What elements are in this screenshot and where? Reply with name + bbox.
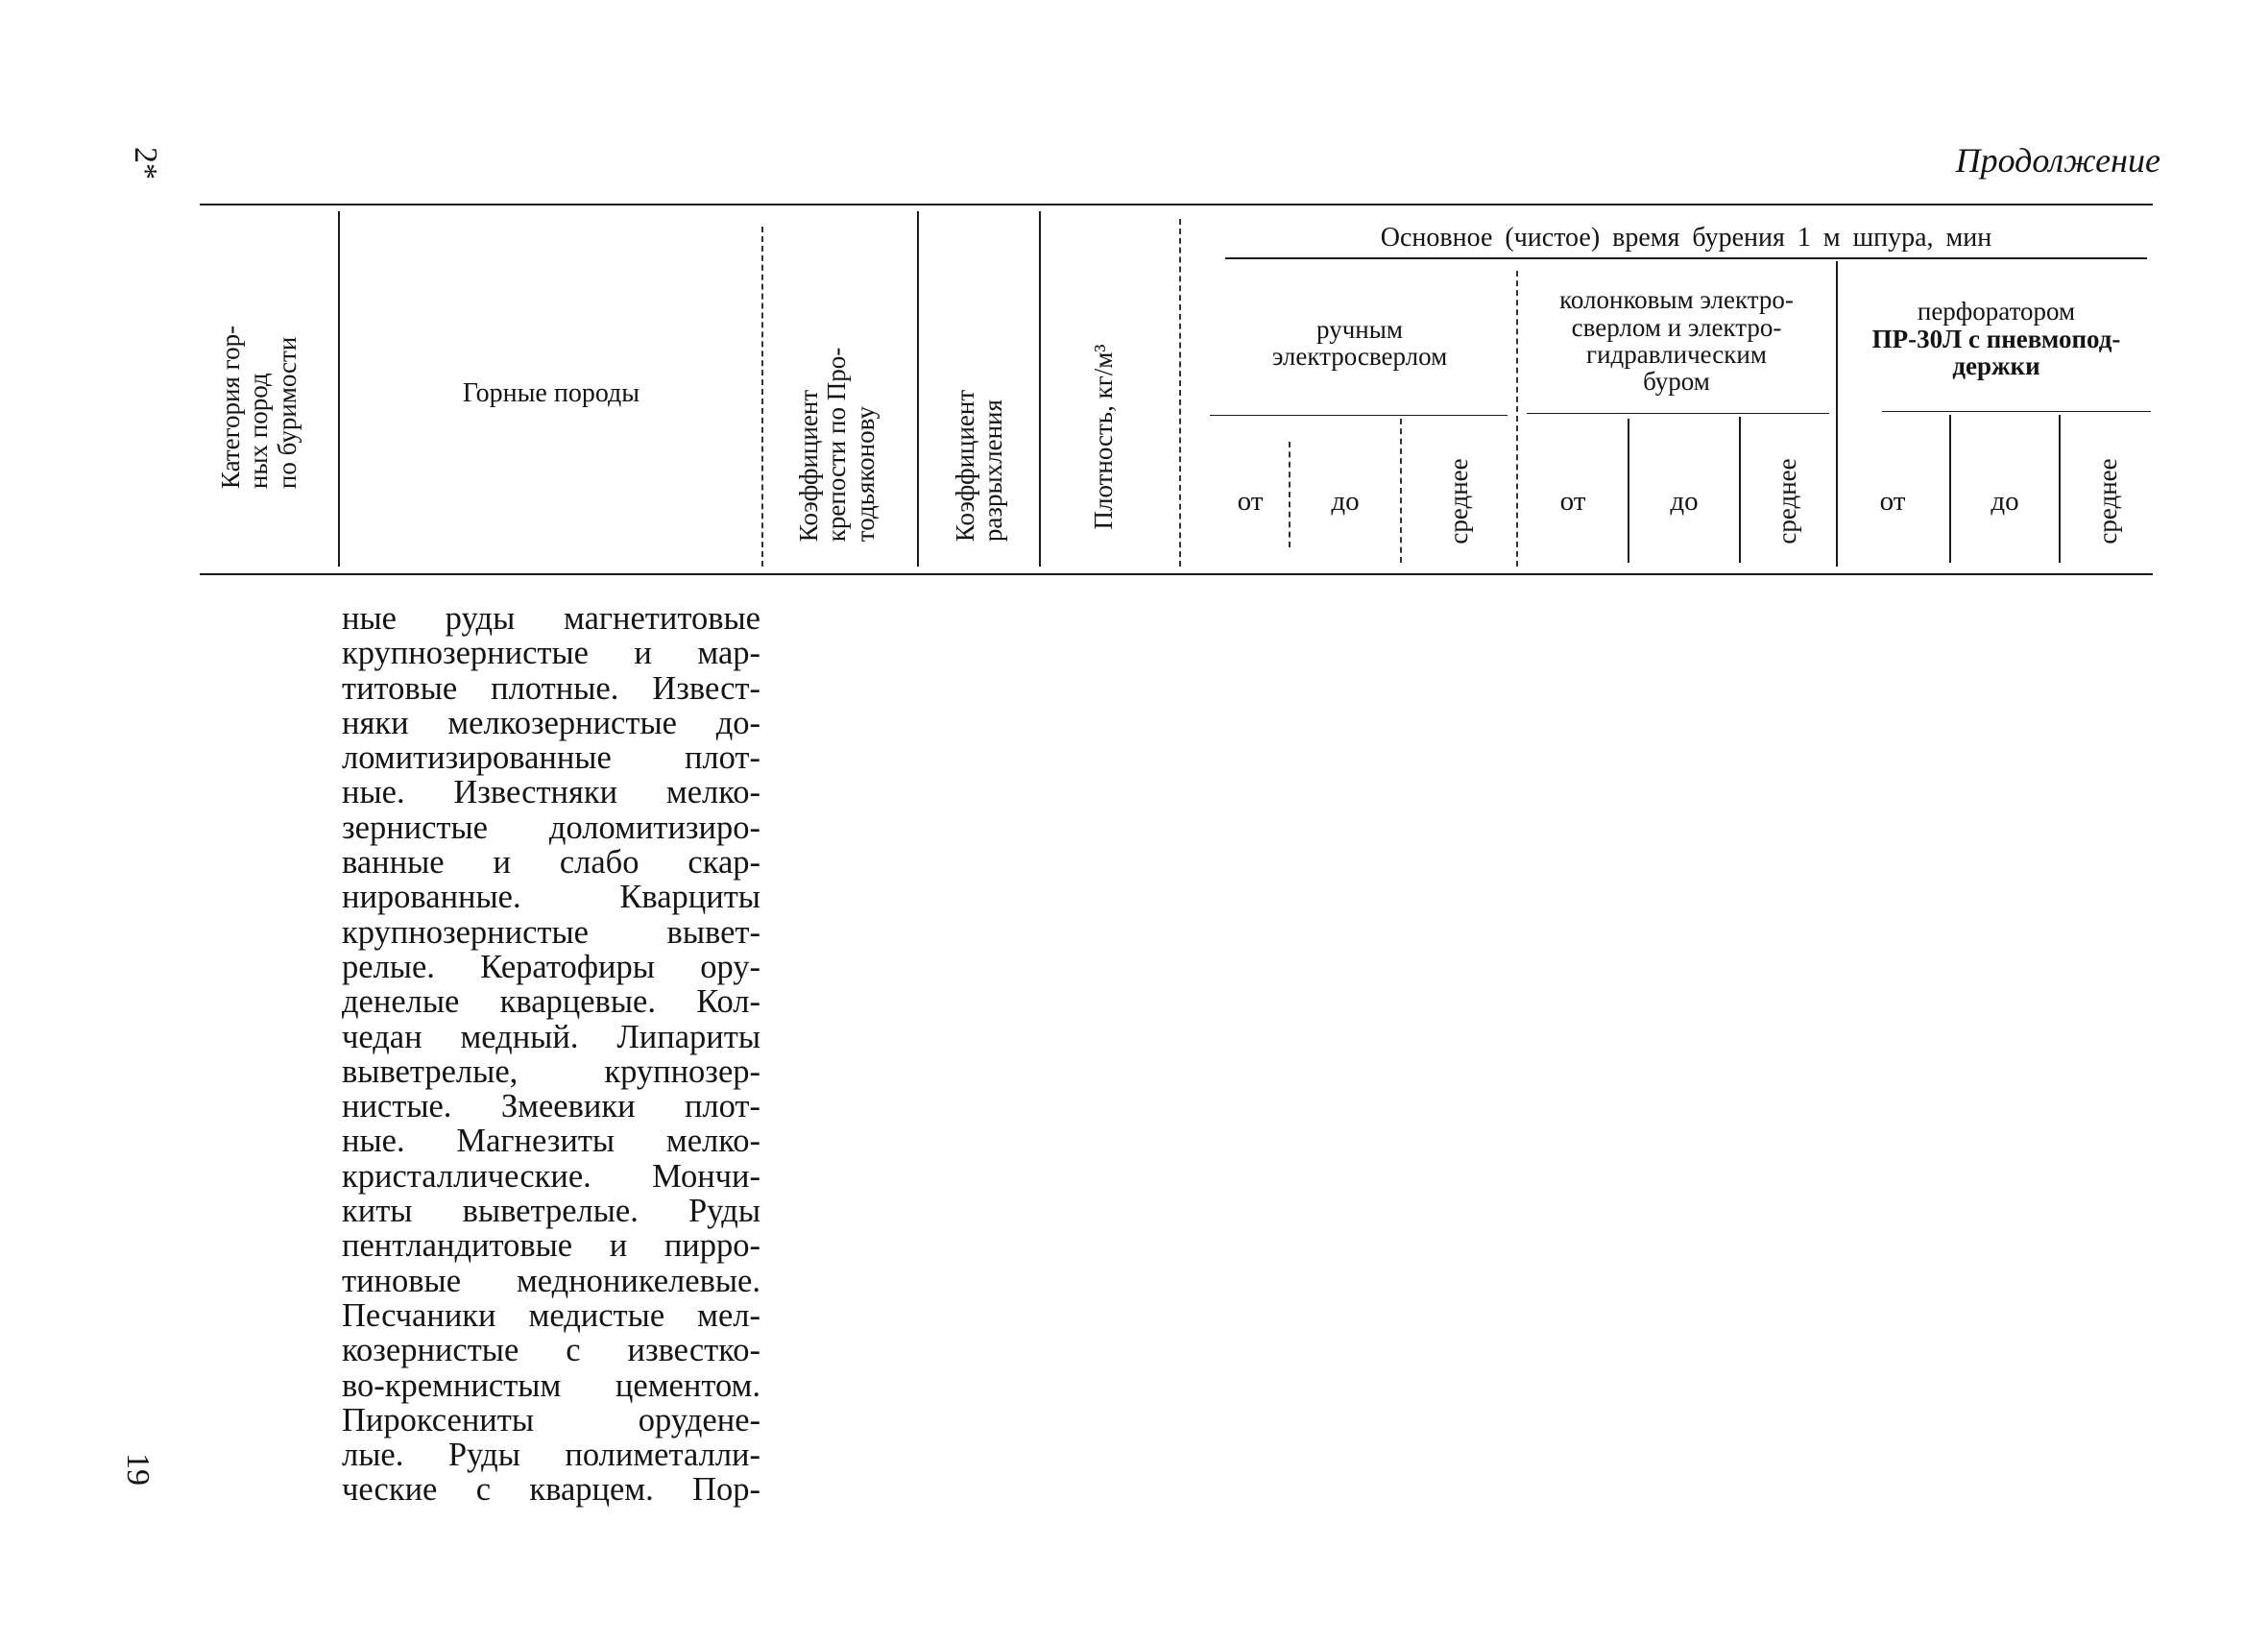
sub-divider-1b (1400, 419, 1402, 563)
continuation-label: Продолжение (1955, 141, 2160, 180)
group-perforator-line-2: ПР-30Л с пневмопод- (1871, 324, 2121, 353)
group-manual-line-1: ручным (1316, 314, 1403, 344)
group-perforator-line-3: держки (1952, 351, 2040, 381)
col-divider-4 (1039, 211, 1041, 567)
density-heading (1075, 293, 1133, 581)
group-column-line-2: сверлом и электро- (1571, 312, 1782, 342)
group-perforator-label (1838, 288, 2155, 390)
signature-mark: 2* (128, 147, 163, 180)
col-divider-3 (917, 211, 919, 567)
text-line: ческие с кварцем. Пор- (342, 1471, 760, 1509)
text-line: кристаллические. Мончи- (342, 1157, 760, 1195)
text-line: чедан медный. Липариты (342, 1018, 760, 1055)
group-column-line-3: гидравлическим (1586, 340, 1767, 369)
text-line: козернистые с известко- (342, 1332, 760, 1369)
text-line: няки мелкозернистые до- (342, 704, 760, 741)
text-line: выветрелые, крупнозер- (342, 1052, 760, 1090)
group-rule-3 (1882, 411, 2151, 412)
sub-divider-2b (1739, 417, 1741, 563)
table-bottom-rule (200, 573, 2153, 575)
group-perforator-line-1: перфоратором (1917, 297, 2076, 326)
category-line-2: ных пород (244, 373, 274, 490)
group-manual-label (1212, 300, 1508, 386)
text-line: релые. Кератофиры ору- (342, 948, 760, 985)
category-heading (211, 244, 307, 570)
group-manual-line-2: электросверлом (1271, 342, 1448, 371)
text-line: ные. Магнезиты мелко- (342, 1123, 760, 1160)
text-line: зернистые доломитизиро- (342, 809, 760, 846)
text-line: нистые. Змеевики плот- (342, 1088, 760, 1125)
text-line: ные. Известняки мелко- (342, 774, 760, 811)
loosening-line-2: разрыхления (978, 399, 1007, 543)
text-line: ные руды магнетитовые (342, 600, 760, 637)
category-line-3: по буримости (272, 336, 302, 490)
col-divider-2 (761, 227, 763, 567)
text-line: крупнозернистые и мар- (342, 635, 760, 672)
g3-to: до (1991, 485, 2019, 517)
g3-from: от (1879, 485, 1906, 517)
g2-average: среднее (1773, 458, 1802, 544)
g1-average: среднее (1444, 458, 1474, 544)
text-line: нированные. Кварциты (342, 879, 760, 916)
g2-from: от (1559, 485, 1586, 517)
col-divider-5 (1179, 219, 1181, 567)
text-line: титовые плотные. Извест- (342, 669, 760, 707)
drilling-time-heading: Основное (чистое) время бурения 1 м шпура, мин (1380, 223, 1992, 254)
text-line: лые. Руды полиметалли- (342, 1437, 760, 1474)
strength-heading (784, 301, 890, 589)
text-line: тиновые медноникелевые. (342, 1262, 760, 1299)
strength-line-2: крепости по Про- (822, 347, 852, 543)
group-column-line-1: колонковым электро- (1559, 285, 1794, 315)
g1-to: до (1331, 485, 1360, 517)
sub-divider-1a (1289, 442, 1291, 547)
loosening-line-1: Коэффициент (950, 389, 979, 543)
g1-from: от (1237, 485, 1264, 517)
sub-divider-3a (1949, 415, 1951, 563)
text-line: ломитизированные плот- (342, 739, 760, 777)
group-rule-2 (1527, 413, 1829, 414)
text-line: Пироксениты оруденe- (342, 1401, 760, 1438)
main-heading-rule (1225, 257, 2147, 259)
col-divider-1 (338, 211, 340, 567)
sub-divider-3b (2059, 415, 2061, 563)
category-line-1: Категория гор- (216, 325, 246, 490)
g2-to: до (1670, 485, 1699, 517)
density-line: Плотность, кг/м³ (1089, 344, 1119, 530)
rock-description (342, 601, 760, 1508)
strength-line-3: тодьяконову (850, 406, 880, 543)
loosening-heading (936, 351, 1023, 581)
text-line: киты выветрелые. Руды (342, 1193, 760, 1230)
table-top-rule (200, 204, 2153, 206)
g3-average: среднее (2093, 458, 2123, 544)
rocks-heading: Горные породы (462, 378, 640, 409)
text-line: Песчаники медистые мел- (342, 1296, 760, 1334)
group-divider-1 (1516, 271, 1518, 567)
text-line: крупнозернистые вывет- (342, 913, 760, 951)
group-column-line-4: буром (1643, 367, 1710, 397)
text-line: ванные и слабо скар- (342, 844, 760, 882)
text-line: пентландитовые и пирро- (342, 1227, 760, 1265)
strength-line-1: Коэффициент (794, 389, 824, 543)
text-line: денелые кварцевые. Кол- (342, 983, 760, 1021)
page-number: 19 (120, 1453, 156, 1486)
group-column-drill-label (1520, 278, 1833, 403)
text-line: во-кремнистым цементом. (342, 1366, 760, 1404)
sub-divider-2a (1628, 419, 1629, 563)
group-rule-1 (1210, 415, 1508, 416)
